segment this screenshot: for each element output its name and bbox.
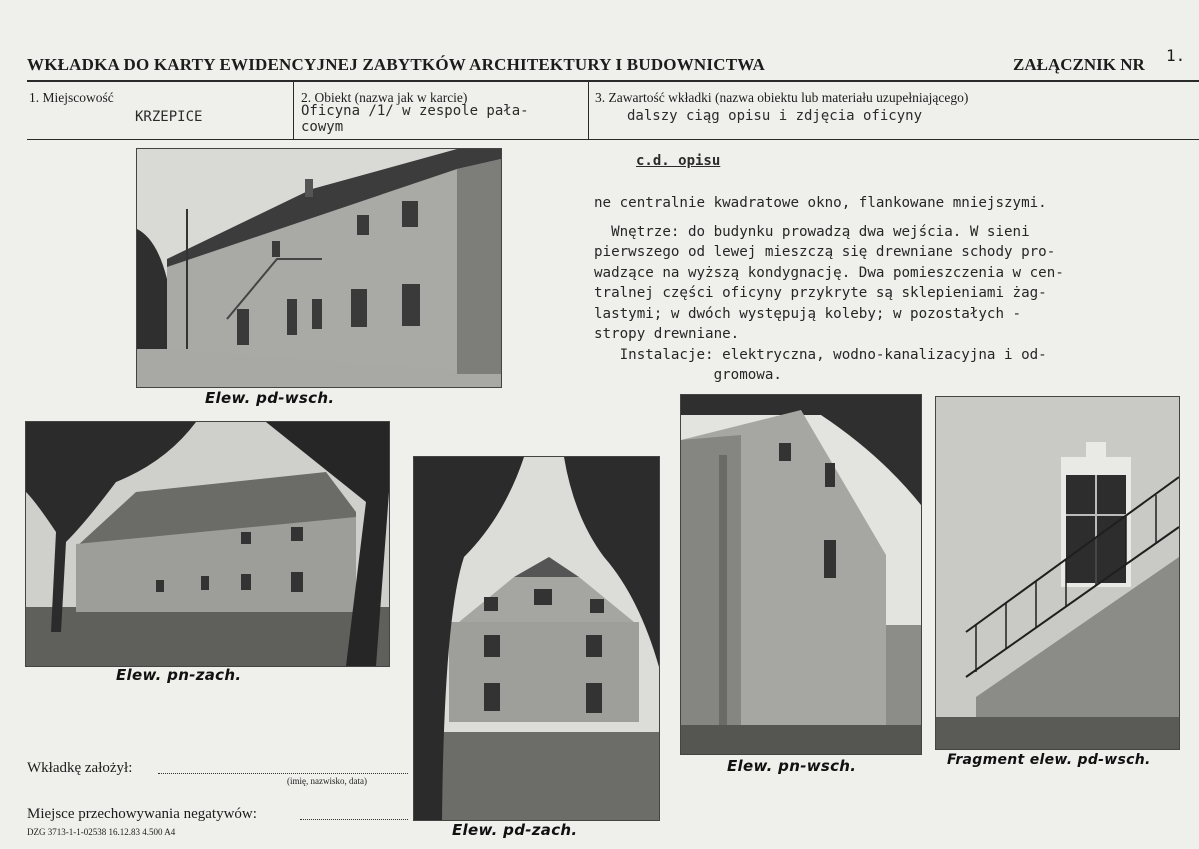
photo-caption: Elew. pn-zach. xyxy=(116,666,242,684)
description-heading: c.d. opisu xyxy=(636,153,721,169)
field-divider-1 xyxy=(293,82,294,139)
photo-elevation-southeast xyxy=(136,148,502,388)
description-line: Wnętrze: do budynku prowadzą dwa wejścia. W sieni xyxy=(594,223,1030,240)
description-line: lastymi; w dwóch występują koleby; w pozostałych - xyxy=(594,305,1022,322)
created-by-label: Wkładkę założył: xyxy=(27,760,133,776)
photo-elevation-southwest xyxy=(413,456,660,821)
description-line: ne centralnie kwadratowe okno, flankowane mniejszymi. xyxy=(594,195,1047,211)
description-line: tralnej części oficyny przykryte są sklepieniami żag- xyxy=(594,285,1047,301)
field-3-label: 3. Zawartość wkładki (nazwa obiektu lub materiału uzupełniającego) xyxy=(595,90,969,105)
description-line xyxy=(594,214,1064,222)
description-line: stropy drewniane. xyxy=(594,326,740,342)
field-1-label: 1. Miejscowość xyxy=(29,90,114,105)
attachment-number: 1. xyxy=(1166,46,1186,65)
negatives-location-line xyxy=(300,819,408,820)
description-line: wadzące na wyższą kondygnację. Dwa pomieszczenia w cen- xyxy=(594,264,1064,281)
photo-elevation-northwest xyxy=(25,421,390,667)
photo-facade-fragment xyxy=(935,396,1180,750)
field-1-value: KRZEPICE xyxy=(135,109,203,125)
header-rule xyxy=(27,80,1199,82)
photo-caption: Fragment elew. pd-wsch. xyxy=(947,752,1151,768)
attachment-label: ZAŁĄCZNIK NR xyxy=(1013,55,1145,74)
field-2-value-line2: cowym xyxy=(301,119,344,135)
fields-rule xyxy=(27,139,1199,140)
field-divider-2 xyxy=(588,82,589,139)
negatives-location-label: Miejsce przechowywania negatywów: xyxy=(27,806,257,822)
card-title: WKŁADKA DO KARTY EWIDENCYJNEJ ZABYTKÓW ARCHITEKTURY I BUDOWNICTWA xyxy=(27,55,766,74)
description-line: gromowa. xyxy=(594,367,782,383)
created-by-hint: (imię, nazwisko, data) xyxy=(287,776,367,786)
description-text xyxy=(594,193,1064,386)
photo-caption: Elew. pd-wsch. xyxy=(205,389,335,407)
print-code: DZG 3713-1-1-02538 16.12.83 4.500 A4 xyxy=(27,827,176,837)
created-by-line xyxy=(158,773,408,774)
photo-caption: Elew. pn-wsch. xyxy=(727,757,857,775)
description-line: Instalacje: elektryczna, wodno-kanalizacyjna i od- xyxy=(594,346,1047,363)
field-2-label: 2. Obiekt (nazwa jak w karcie) xyxy=(301,90,468,105)
field-3-value: dalszy ciąg opisu i zdjęcia oficyny xyxy=(627,108,923,124)
field-2-value-line1: Oficyna /1/ w zespole pała- xyxy=(301,103,529,119)
description-line: pierwszego od lewej mieszczą się drewniane schody pro- xyxy=(594,244,1056,260)
photo-elevation-northeast xyxy=(680,394,922,755)
photo-caption: Elew. pd-zach. xyxy=(452,821,578,839)
